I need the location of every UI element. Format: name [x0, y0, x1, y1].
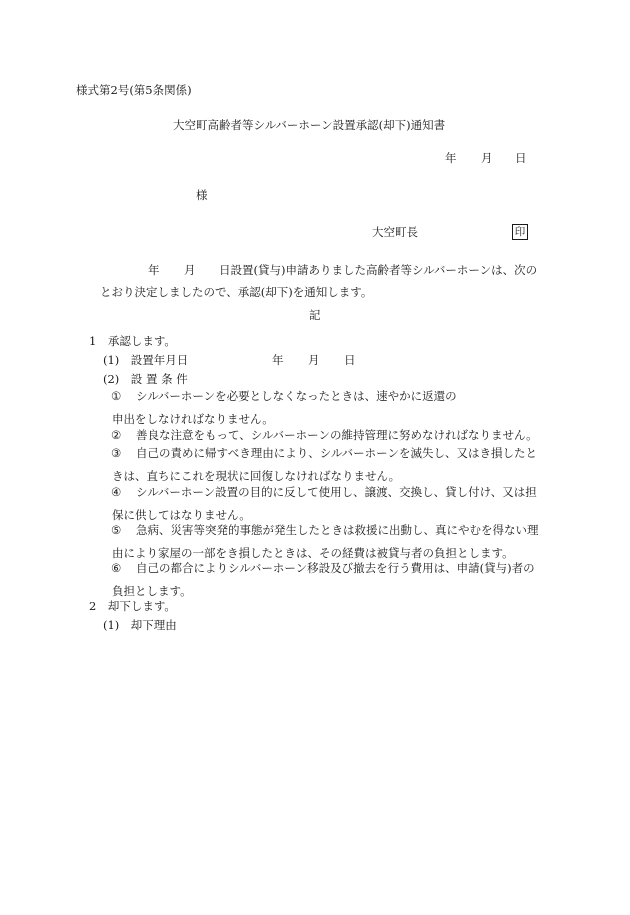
- condition-text: 自己の都合によりシルバーホーン移設及び撤去を行う費用は、申請(貸与)者の負担とします。: [112, 561, 535, 598]
- issuer-name: 大空町長: [372, 225, 418, 239]
- condition-text: シルバーホーン設置の目的に反して使用し、譲渡、交換し、貸し付け、又は担保に供してはなりません。: [112, 485, 537, 522]
- condition-text: シルバーホーンを必要としなくなったときは、速やかに返還の申出をしなければなりません。: [112, 389, 457, 426]
- item-1-day: 日: [344, 353, 356, 367]
- document-title: 大空町高齢者等シルバーホーン設置承認(却下)通知書: [173, 118, 446, 132]
- date-day-label: 日: [515, 151, 527, 165]
- date-month-label: 月: [481, 151, 493, 165]
- condition-text: 急病、災害等突発的事態が発生したときは救援に出動し、真にやむを得ない理由により家屋の一部をき損したときは、その経費は被貸与者の負担とします。: [112, 523, 539, 560]
- section-2-label: 2 却下します。: [89, 599, 176, 613]
- condition-number: ⑤: [111, 523, 122, 537]
- intro-line-1: 日設置(貸与)申請ありました高齢者等シルバーホーンは、次の: [219, 263, 538, 277]
- intro-line-2: とおり決定しましたので、承認(却下)を通知します。: [100, 285, 373, 299]
- condition-number: ④: [111, 485, 122, 499]
- condition-number: ③: [111, 446, 122, 460]
- condition-number: ⑥: [111, 561, 122, 575]
- condition-number: ①: [111, 389, 122, 403]
- intro-month: 月: [184, 263, 196, 277]
- ki-heading: 記: [309, 308, 321, 322]
- date-year-label: 年: [445, 151, 457, 165]
- item-1-label: (1) 設置年月日: [103, 353, 189, 367]
- item-1-year: 年: [272, 353, 284, 367]
- item-1-month: 月: [308, 353, 320, 367]
- addressee-suffix: 様: [196, 188, 208, 202]
- condition-text: 自己の責めに帰すべき理由により、シルバーホーンを滅失し、又はき損したときは、直ちにこれを現状に回復しなければなりません。: [112, 446, 537, 483]
- item-2-label: (2) 設 置 条 件: [103, 372, 188, 386]
- condition-text: 善良な注意をもって、シルバーホーンの維持管理に努めなければなりません。: [136, 428, 538, 442]
- section-1-label: 1 承認します。: [89, 334, 176, 348]
- condition-number: ②: [111, 428, 122, 442]
- rejection-reason-label: (1) 却下理由: [103, 618, 177, 632]
- seal-mark: 印: [512, 224, 528, 240]
- intro-year: 年: [148, 263, 160, 277]
- form-number: 様式第2号(第5条関係): [76, 83, 192, 97]
